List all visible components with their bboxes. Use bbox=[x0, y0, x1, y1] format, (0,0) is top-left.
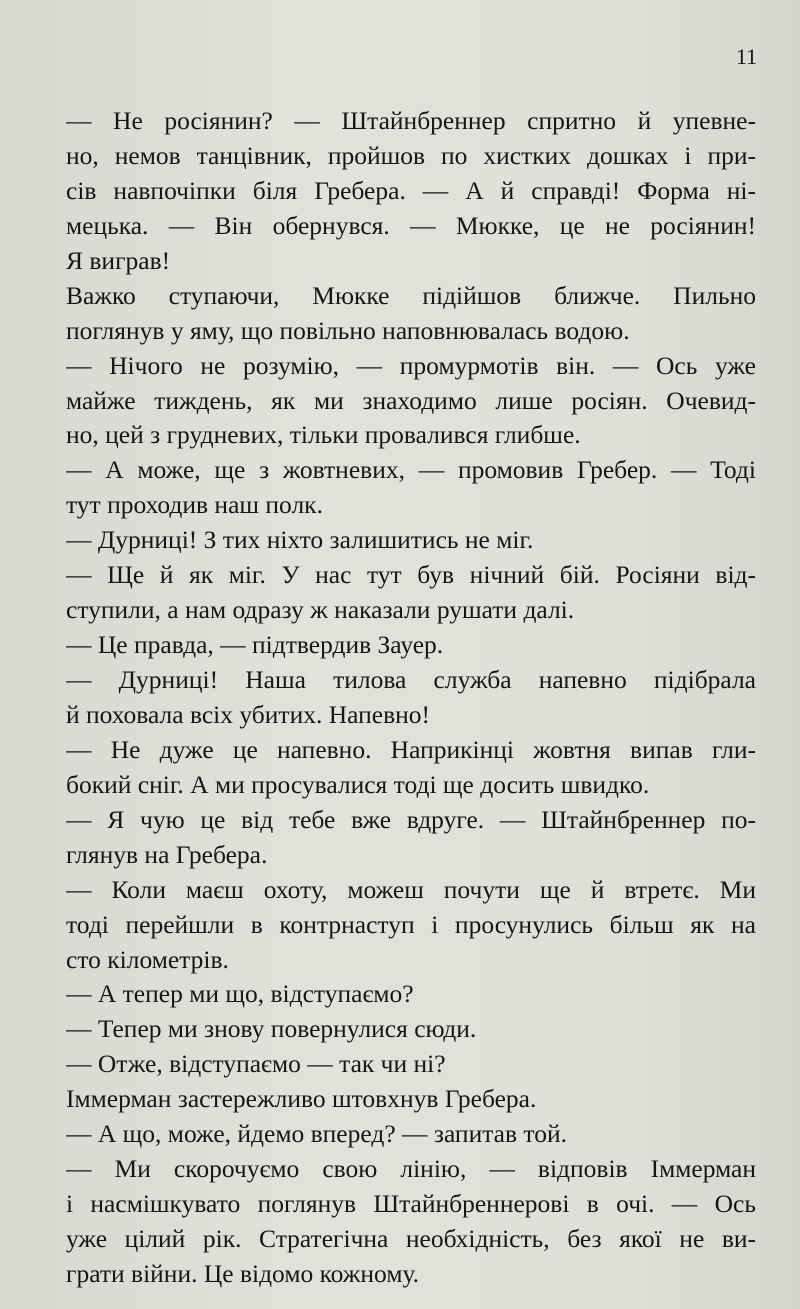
text-line: — А що, може, йдемо вперед? — запитав той. bbox=[66, 1119, 567, 1149]
text-line: Я виграв! bbox=[66, 245, 171, 275]
text-line: сів навпочіпки біля Гребера. — А й справді! Форма ні- bbox=[66, 175, 756, 205]
text-line: мецька. — Він обернувся. — Мюкке, це не росіянин! bbox=[66, 210, 756, 240]
text-line: но, цей з грудневих, тільки провалився глибше. bbox=[66, 420, 581, 450]
text-line: ступили, а нам одразу ж наказали рушати далі. bbox=[66, 595, 575, 625]
text-line: — Не дуже це напевно. Наприкінці жовтня випав гли- bbox=[66, 734, 756, 764]
page-number: 11 bbox=[736, 44, 758, 69]
text-line: — Дурниці! Наша тилова служба напевно підібрала bbox=[66, 665, 756, 694]
text-line: і насмішкувато поглянув Штайнбреннерові в очі. — Ось bbox=[66, 1189, 756, 1219]
text-line: бокий сніг. А ми просувалися тоді ще досить швидко. bbox=[66, 769, 650, 799]
text-line: тоді перейшли в контрнаступ і просунулись більш як на bbox=[66, 909, 756, 939]
text-line: — Отже, відступаємо — так чи ні? bbox=[66, 1049, 446, 1079]
text-line: — Дурниці! З тих ніхто залишитись не міг. bbox=[66, 525, 534, 555]
text-line: сто кілометрів. bbox=[66, 944, 229, 974]
text-line: но, немов танцівник, пройшов по хистких дошках і при- bbox=[66, 140, 756, 170]
text-line: глянув на Гребера. bbox=[66, 839, 268, 869]
text-line: — Ми скорочуємо свою лінію, — відповів Іммерман bbox=[66, 1154, 756, 1184]
text-line: — А може, ще з жовтневих, — промовив Гребер. — Тоді bbox=[66, 455, 756, 485]
text-line: й поховала всіх убитих. Напевно! bbox=[66, 699, 431, 729]
text-line: — Нічого не розумію, — промурмотів він. — Ось уже bbox=[66, 350, 756, 380]
text-line: уже цілий рік. Стратегічна необхідність, без якої не ви- bbox=[66, 1224, 756, 1253]
text-line: грати війни. Це відомо кожному. bbox=[66, 1258, 420, 1288]
text-line: поглянув у яму, що повільно наповнювалась водою. bbox=[66, 315, 630, 345]
page-text-body bbox=[66, 104, 756, 1292]
text-line: — Не росіянин? — Штайнбреннер спритно й упевне- bbox=[66, 106, 756, 135]
text-line: — А тепер ми що, відступаємо? bbox=[66, 979, 414, 1009]
text-line: майже тиждень, як ми знаходимо лише росіян. Очевид- bbox=[66, 385, 756, 415]
text-line: — Це правда, — підтвердив Зауер. bbox=[66, 630, 444, 660]
text-line: — Тепер ми знову повернулися сюди. bbox=[66, 1014, 477, 1044]
text-line: — Ще й як міг. У нас тут був нічний бій. Росіяни від- bbox=[66, 560, 756, 590]
text-line: Важко ступаючи, Мюкке підійшов ближче. Пильно bbox=[66, 280, 756, 310]
text-line: — Коли маєш охоту, можеш почути ще й втретє. Ми bbox=[66, 874, 756, 904]
text-line: — Я чую це від тебе вже вдруге. — Штайнбреннер по- bbox=[66, 804, 756, 834]
text-line: Іммерман застережливо штовхнув Гребера. bbox=[66, 1084, 537, 1114]
text-line: тут проходив наш полк. bbox=[66, 490, 323, 520]
